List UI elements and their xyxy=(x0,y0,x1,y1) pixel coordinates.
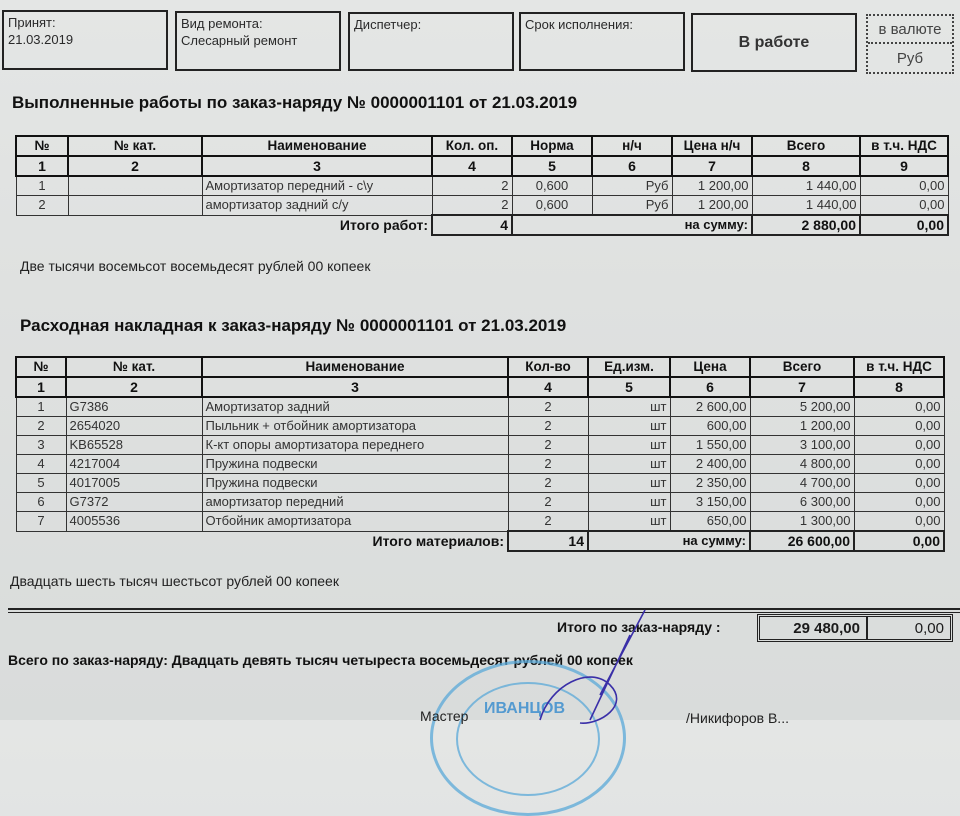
currency-box xyxy=(866,14,954,74)
row-total: 1 440,00 xyxy=(752,196,860,216)
col-header: № xyxy=(16,136,68,156)
grand-total-value: 29 480,00 xyxy=(760,617,868,639)
works-sum-total: 2 880,00 xyxy=(752,215,860,235)
row-total: 1 440,00 xyxy=(752,176,860,196)
table-row xyxy=(16,417,944,436)
col-number: 6 xyxy=(592,156,672,176)
col-header: Наименование xyxy=(202,357,508,377)
catalog-number: 4217004 xyxy=(66,455,202,474)
materials-table xyxy=(15,356,945,552)
table-row xyxy=(16,397,944,417)
col-number: 7 xyxy=(750,377,854,397)
works-total-row xyxy=(16,215,948,235)
col-header: Всего xyxy=(750,357,854,377)
unit: шт xyxy=(588,417,670,436)
table-row xyxy=(16,512,944,532)
catalog-number: G7372 xyxy=(66,493,202,512)
row-vat: 0,00 xyxy=(860,176,948,196)
col-header: Цена н/ч xyxy=(672,136,752,156)
materials-total-in-words: Двадцать шесть тысяч шестьсот рублей 00 копеек xyxy=(10,573,339,589)
materials-total-qty: 14 xyxy=(508,531,588,551)
unit: шт xyxy=(588,512,670,532)
col-header: в т.ч. НДС xyxy=(860,136,948,156)
hour-price: 1 200,00 xyxy=(672,196,752,216)
unit: шт xyxy=(588,397,670,417)
accepted-label: Принят: xyxy=(8,15,56,30)
hour-unit: Руб xyxy=(592,196,672,216)
row-total: 3 100,00 xyxy=(750,436,854,455)
row-vat: 0,00 xyxy=(854,436,944,455)
table-row xyxy=(16,176,948,196)
norm: 0,600 xyxy=(512,176,592,196)
row-number: 7 xyxy=(16,512,66,532)
col-number: 4 xyxy=(508,377,588,397)
col-number: 1 xyxy=(16,377,66,397)
row-number: 6 xyxy=(16,493,66,512)
repair-type-box xyxy=(175,11,341,71)
col-header: н/ч xyxy=(592,136,672,156)
repair-type-value: Слесарный ремонт xyxy=(181,33,298,48)
hour-unit: Руб xyxy=(592,176,672,196)
row-vat: 0,00 xyxy=(854,417,944,436)
status-text: В работе xyxy=(738,34,810,51)
works-title: Выполненные работы по заказ-наряду № 0000001101 от 21.03.2019 xyxy=(12,93,578,112)
col-number: 2 xyxy=(66,377,202,397)
currency-label: в валюте xyxy=(868,16,952,44)
col-number: 5 xyxy=(512,156,592,176)
catalog-number: 4017005 xyxy=(66,474,202,493)
operations-qty: 2 xyxy=(432,196,512,216)
row-total: 1 300,00 xyxy=(750,512,854,532)
row-vat: 0,00 xyxy=(854,397,944,417)
col-header: в т.ч. НДС xyxy=(854,357,944,377)
materials-title: Расходная накладная к заказ-наряду № 0000001101 от 21.03.2019 xyxy=(20,316,567,335)
col-header: Норма xyxy=(512,136,592,156)
price: 650,00 xyxy=(670,512,750,532)
status-badge xyxy=(691,13,857,72)
quantity: 2 xyxy=(508,493,588,512)
dispatcher-label: Диспетчер: xyxy=(354,17,422,32)
col-header: Ед.изм. xyxy=(588,357,670,377)
quantity: 2 xyxy=(508,512,588,532)
works-sum-label: на сумму: xyxy=(512,215,752,235)
item-name: Пыльник + отбойник амортизатора xyxy=(202,417,508,436)
price: 3 150,00 xyxy=(670,493,750,512)
quantity: 2 xyxy=(508,436,588,455)
due-date-box xyxy=(519,12,685,71)
col-header: № кат. xyxy=(66,357,202,377)
col-header: № кат. xyxy=(68,136,202,156)
works-sum-vat: 0,00 xyxy=(860,215,948,235)
stamp-text: ИВАНЦОВ xyxy=(484,700,566,717)
dispatcher-box xyxy=(348,12,514,71)
row-number: 5 xyxy=(16,474,66,493)
works-colnum-row xyxy=(16,156,948,176)
due-date-label: Срок исполнения: xyxy=(525,17,633,32)
col-number: 2 xyxy=(68,156,202,176)
works-table xyxy=(15,135,949,236)
works-total-qty: 4 xyxy=(432,215,512,235)
materials-colnum-row xyxy=(16,377,944,397)
materials-header-row xyxy=(16,357,944,377)
operations-qty: 2 xyxy=(432,176,512,196)
catalog-number xyxy=(68,196,202,216)
row-number: 1 xyxy=(16,397,66,417)
col-header: Кол. оп. xyxy=(432,136,512,156)
row-total: 4 700,00 xyxy=(750,474,854,493)
materials-sum-vat: 0,00 xyxy=(854,531,944,551)
table-row xyxy=(16,493,944,512)
col-number: 8 xyxy=(854,377,944,397)
item-name: амортизатор задний с/у xyxy=(202,196,432,216)
price: 600,00 xyxy=(670,417,750,436)
unit: шт xyxy=(588,436,670,455)
catalog-number: 4005536 xyxy=(66,512,202,532)
row-total: 1 200,00 xyxy=(750,417,854,436)
works-total-label: Итого работ: xyxy=(339,217,428,234)
row-vat: 0,00 xyxy=(854,455,944,474)
item-name: Отбойник амортизатора xyxy=(202,512,508,532)
norm: 0,600 xyxy=(512,196,592,216)
repair-type-label: Вид ремонта: xyxy=(181,16,263,31)
row-vat: 0,00 xyxy=(854,512,944,532)
quantity: 2 xyxy=(508,474,588,493)
quantity: 2 xyxy=(508,417,588,436)
catalog-number: G7386 xyxy=(66,397,202,417)
row-number: 4 xyxy=(16,455,66,474)
works-header-row xyxy=(16,136,948,156)
col-header: Наименование xyxy=(202,136,432,156)
row-total: 5 200,00 xyxy=(750,397,854,417)
catalog-number xyxy=(68,176,202,196)
hour-price: 1 200,00 xyxy=(672,176,752,196)
col-header: Кол-во xyxy=(508,357,588,377)
grand-total-label: Итого по заказ-наряду : xyxy=(557,619,721,635)
col-number: 5 xyxy=(588,377,670,397)
row-number: 2 xyxy=(16,417,66,436)
unit: шт xyxy=(588,493,670,512)
price: 2 350,00 xyxy=(670,474,750,493)
col-number: 8 xyxy=(752,156,860,176)
signatory-name: /Никифоров В... xyxy=(686,710,789,726)
col-number: 3 xyxy=(202,377,508,397)
row-number: 2 xyxy=(16,196,68,216)
table-row xyxy=(16,196,948,216)
item-name: Пружина подвески xyxy=(202,455,508,474)
col-number: 7 xyxy=(672,156,752,176)
row-total: 4 800,00 xyxy=(750,455,854,474)
master-label: Мастер xyxy=(420,708,469,724)
unit: шт xyxy=(588,474,670,493)
row-number: 1 xyxy=(16,176,68,196)
col-number: 1 xyxy=(16,156,68,176)
currency-value: Руб xyxy=(896,49,924,67)
unit: шт xyxy=(588,455,670,474)
col-number: 3 xyxy=(202,156,432,176)
table-row xyxy=(16,455,944,474)
quantity: 2 xyxy=(508,397,588,417)
catalog-number: 2654020 xyxy=(66,417,202,436)
col-number: 9 xyxy=(860,156,948,176)
materials-sum-label: на сумму: xyxy=(588,531,750,551)
signature-icon xyxy=(480,605,680,725)
row-vat: 0,00 xyxy=(854,474,944,493)
catalog-number: KB65528 xyxy=(66,436,202,455)
item-name: Пружина подвески xyxy=(202,474,508,493)
accepted-date: 21.03.2019 xyxy=(8,32,74,47)
row-total: 6 300,00 xyxy=(750,493,854,512)
col-number: 6 xyxy=(670,377,750,397)
materials-total-row xyxy=(16,531,944,551)
materials-total-label: Итого материалов: xyxy=(372,533,504,550)
row-vat: 0,00 xyxy=(860,196,948,216)
works-total-in-words: Две тысячи восемьсот восемьдесят рублей 00 копеек xyxy=(20,258,371,274)
row-number: 3 xyxy=(16,436,66,455)
col-header: Цена xyxy=(670,357,750,377)
price: 1 550,00 xyxy=(670,436,750,455)
accepted-box xyxy=(2,10,168,70)
row-vat: 0,00 xyxy=(854,493,944,512)
item-name: К-кт опоры амортизатора переднего xyxy=(202,436,508,455)
grand-total-in-words: Всего по заказ-наряду: Двадцать девять тысяч четыреста восемьдесят рублей 00 копеек xyxy=(8,652,633,668)
item-name: Амортизатор передний - с\у xyxy=(202,176,432,196)
col-header: № xyxy=(16,357,66,377)
col-header: Всего xyxy=(752,136,860,156)
price: 2 600,00 xyxy=(670,397,750,417)
col-number: 4 xyxy=(432,156,512,176)
materials-sum-total: 26 600,00 xyxy=(750,531,854,551)
price: 2 400,00 xyxy=(670,455,750,474)
item-name: Амортизатор задний xyxy=(202,397,508,417)
grand-total-vat: 0,00 xyxy=(914,619,944,637)
table-row xyxy=(16,474,944,493)
grand-total-box xyxy=(757,614,953,642)
quantity: 2 xyxy=(508,455,588,474)
item-name: амортизатор передний xyxy=(202,493,508,512)
table-row xyxy=(16,436,944,455)
